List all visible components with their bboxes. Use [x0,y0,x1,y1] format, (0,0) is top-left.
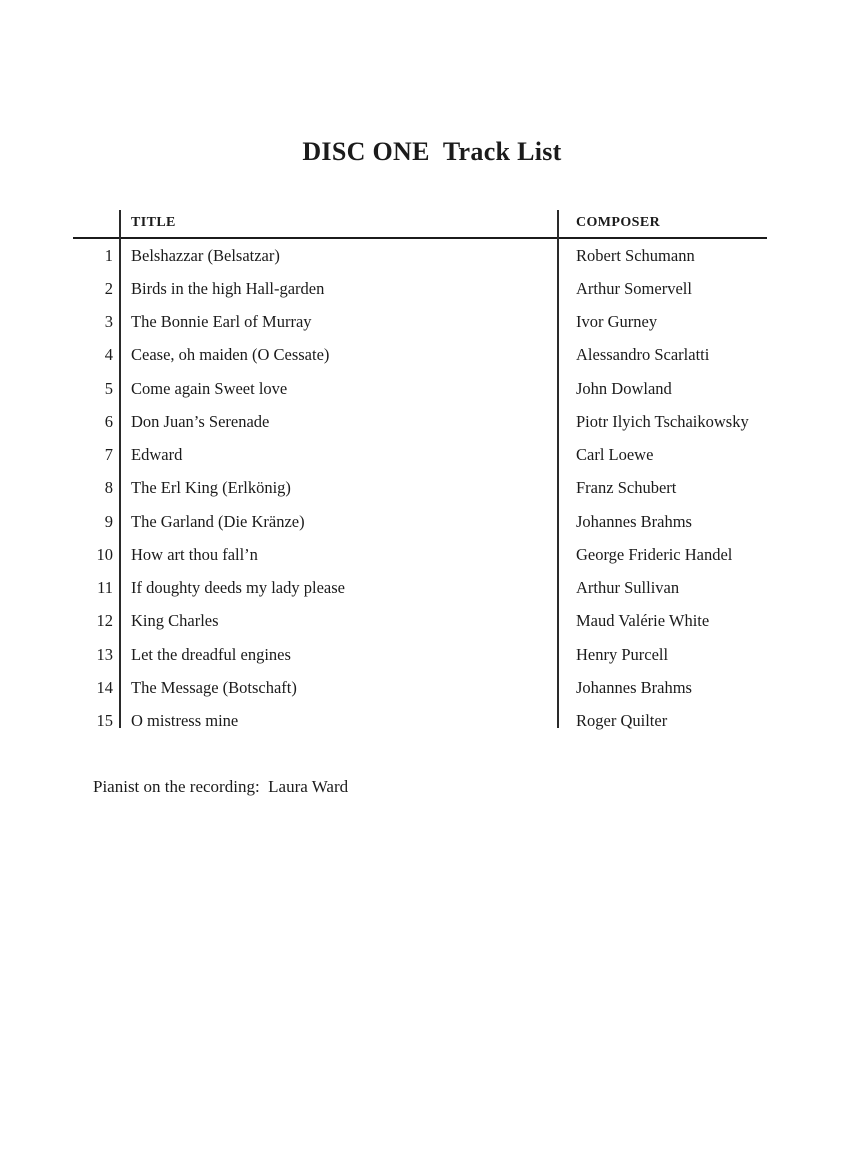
track-number: 11 [97,578,113,598]
track-number: 7 [104,445,113,465]
track-title: King Charles [131,611,219,631]
track-title: Don Juan’s Serenade [131,411,270,431]
table-row [73,671,767,704]
track-title: O mistress mine [131,711,239,731]
track-number: 13 [96,644,113,664]
table-row [73,306,767,339]
track-composer: Alessandro Scarlatti [576,345,710,365]
table-row [73,439,767,472]
table-header-row [73,208,767,237]
track-composer: Arthur Somervell [576,278,692,298]
track-number: 6 [104,411,113,431]
table-row [73,372,767,405]
table-row [73,505,767,538]
column-header-title: TITLE [131,214,176,230]
track-title: Let the dreadful engines [131,644,291,664]
table-row [73,538,767,571]
column-divider-right [557,210,559,728]
table-row [73,638,767,671]
track-title: The Erl King (Erlkönig) [131,478,291,498]
track-number: 4 [104,345,113,365]
table-row [73,272,767,305]
track-composer: Johannes Brahms [576,677,692,697]
track-title: If doughty deeds my lady please [131,578,345,598]
track-title: Come again Sweet love [131,378,288,398]
table-row [73,605,767,638]
table-row [73,705,767,738]
track-number: 3 [104,312,113,332]
pianist-note: Pianist on the recording: Laura Ward [93,777,349,796]
track-number: 10 [96,544,113,564]
track-composer: Carl Loewe [576,445,654,465]
track-number: 1 [104,245,113,265]
track-composer: Franz Schubert [576,478,677,498]
track-rows [73,239,767,738]
track-composer: Piotr Ilyich Tschaikowsky [576,411,749,431]
track-composer: Roger Quilter [576,711,668,731]
track-number: 2 [104,278,113,298]
column-divider-left [119,210,121,728]
track-composer: Ivor Gurney [576,312,658,332]
table-row [73,239,767,272]
table-row [73,339,767,372]
track-table [73,208,767,738]
track-composer: Henry Purcell [576,644,669,664]
track-composer: John Dowland [576,378,672,398]
track-title: The Garland (Die Kränze) [131,511,305,531]
track-number: 8 [104,478,113,498]
track-number: 14 [96,677,113,697]
column-header-composer: COMPOSER [576,214,661,230]
track-composer: Robert Schumann [576,245,695,265]
track-title: Birds in the high Hall-garden [131,278,325,298]
page-title: DISC ONE Track List [302,137,562,166]
track-composer: Arthur Sullivan [576,578,680,598]
track-title: The Bonnie Earl of Murray [131,312,312,332]
track-number: 5 [104,378,113,398]
track-composer: George Frideric Handel [576,544,733,564]
track-number: 15 [96,711,113,731]
table-row [73,572,767,605]
track-number: 12 [96,611,113,631]
track-title: How art thou fall’n [131,544,258,564]
track-title: Cease, oh maiden (O Cessate) [131,345,330,365]
table-row [73,472,767,505]
track-title: Belshazzar (Belsatzar) [131,245,280,265]
track-title: Edward [131,445,183,465]
track-title: The Message (Botschaft) [131,677,297,697]
track-composer: Maud Valérie White [576,611,710,631]
track-composer: Johannes Brahms [576,511,692,531]
table-row [73,405,767,438]
track-number: 9 [104,511,113,531]
